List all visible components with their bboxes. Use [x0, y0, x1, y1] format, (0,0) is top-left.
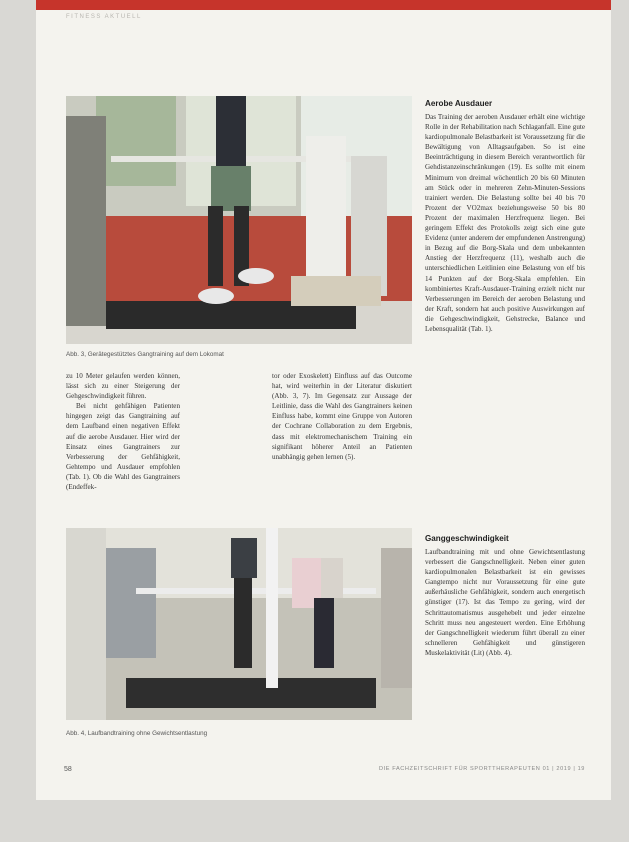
paragraph: tor oder Exoskelett) Einfluss auf das Outcome hat, wird weiterhin in der Literatur diskutiert (Abb. 3, 7). Im Gegensatz zur Aussage der Leitlinie, dass die Wahl des Gangtrainers keinen Einfluss habe, kommt eine Gruppe von Autoren der Cochrane Collaboration zu dem Ergebnis, dass mit elektromechanischem Training ein signifikant höherer Anteil an Patienten unabhängig gehen lernen (5). — [272, 372, 412, 461]
section-heading: Ganggeschwindigkeit — [425, 534, 509, 543]
paragraph: Bei nicht gehfähigen Patienten hingegen zeigt das Gangtraining auf dem Laufband einen negativen Effekt auf die aerobe Ausdauer. Hier wird der Einsatz eines Gangtrainers zur Verbesserung der Gehfähigkeit, Gehtempo und Ausdauer empfohlen (Tab. 1). Ob die Wahl des Gangtrainers (Endeffek- — [66, 402, 180, 492]
paragraph: Das Training der aeroben Ausdauer erhält eine wichtige Rolle in der Rehabilitation nach Schlaganfall. Eine gute kardiopulmonale Belastbarkeit ist Voraussetzung für die Bewältigung von Alltagsaufgaben. So ist eine Beeinträchtigung in diesem Bereich verantwortlich für Gehdistanzeinschränkungen (19). Es sollte mit einem Minimum von dreimal wöchentlich 20 bis 60 Minuten am Stück oder in mehreren Zehn-Minuten-Sessions trainiert werden. Die Belastung sollte bei 40 bis 70 Prozent der VO2max beziehungsweise 50 bis 80 Prozent der maximalen Herzfrequenz liegen. Bei geringem Effekt des Protokolls zeigt sich eine gute Evidenz (unter anderem der empfundenen Anstrengung) in Bezug auf die Borg-Skala und dem unbekannten Anstieg der Herzfrequenz (11), weshalb auch die unterschiedlichen Leitlinien eine Belastung von elf bis 14 Punkten auf der Borg-Skala empfehlen. Ein kombiniertes Kraft-Ausdauer-Training erzielt nicht nur Verbesserungen im Bereich der aeroben Belastung und der Kraft, sondern hat auch positive Auswirkungen auf die Gehgeschwindigkeit, Gehstrecke, Balance und Lebensqualität (Tab. 1). — [425, 113, 585, 333]
paragraph: zu 10 Meter gelaufen werden können, lässt sich zu einer Steigerung der Gehgeschwindigkeit führen. — [66, 372, 180, 401]
treadmill-illustration — [66, 528, 412, 720]
magazine-page — [36, 0, 611, 800]
lokomat-illustration — [66, 96, 412, 344]
page-number: 58 — [64, 766, 72, 773]
text-column-right-top — [425, 112, 585, 334]
text-column-mid-left — [66, 371, 180, 492]
section-kicker: FITNESS AKTUELL — [66, 14, 142, 20]
top-accent-bar — [36, 0, 611, 10]
figure-4-caption: Abb. 4, Laufbandtraining ohne Gewichtsentlastung — [66, 730, 208, 737]
text-column-mid-right — [272, 371, 412, 462]
journal-footer: DIE FACHZEITSCHRIFT FÜR SPORTTHERAPEUTEN 01 | 2019 | 19 — [378, 766, 585, 772]
figure-3-caption: Abb. 3, Gerätegestütztes Gangtraining auf dem Lokomat — [66, 351, 224, 358]
text-column-right-bottom — [425, 547, 585, 658]
paragraph: Laufbandtraining mit und ohne Gewichtsentlastung verbessert die Gangschnelligkeit. Neben einer guten kardiopulmonalen Belastbarkeit ist ein gewisses Gangtempo nicht nur Voraussetzung für eine gute außerhäusliche Gehfähigkeit, sondern auch energetisch günstiger (17). Ist das Tempo zu gering, wird der Schrittautomatismus ausgehebelt und jeder einzelne Schritt muss neu angesteuert werden. Eine Erhöhung der Gangschnelligkeit wiederum führt überall zu einer schnelleren Gehfähigkeit und günstigeren Muskelaktivität (Lit) (Abb. 4). — [425, 548, 585, 657]
section-heading: Aerobe Ausdauer — [425, 99, 493, 108]
treadmill-photo — [66, 528, 412, 720]
lokomat-photo — [66, 96, 412, 344]
